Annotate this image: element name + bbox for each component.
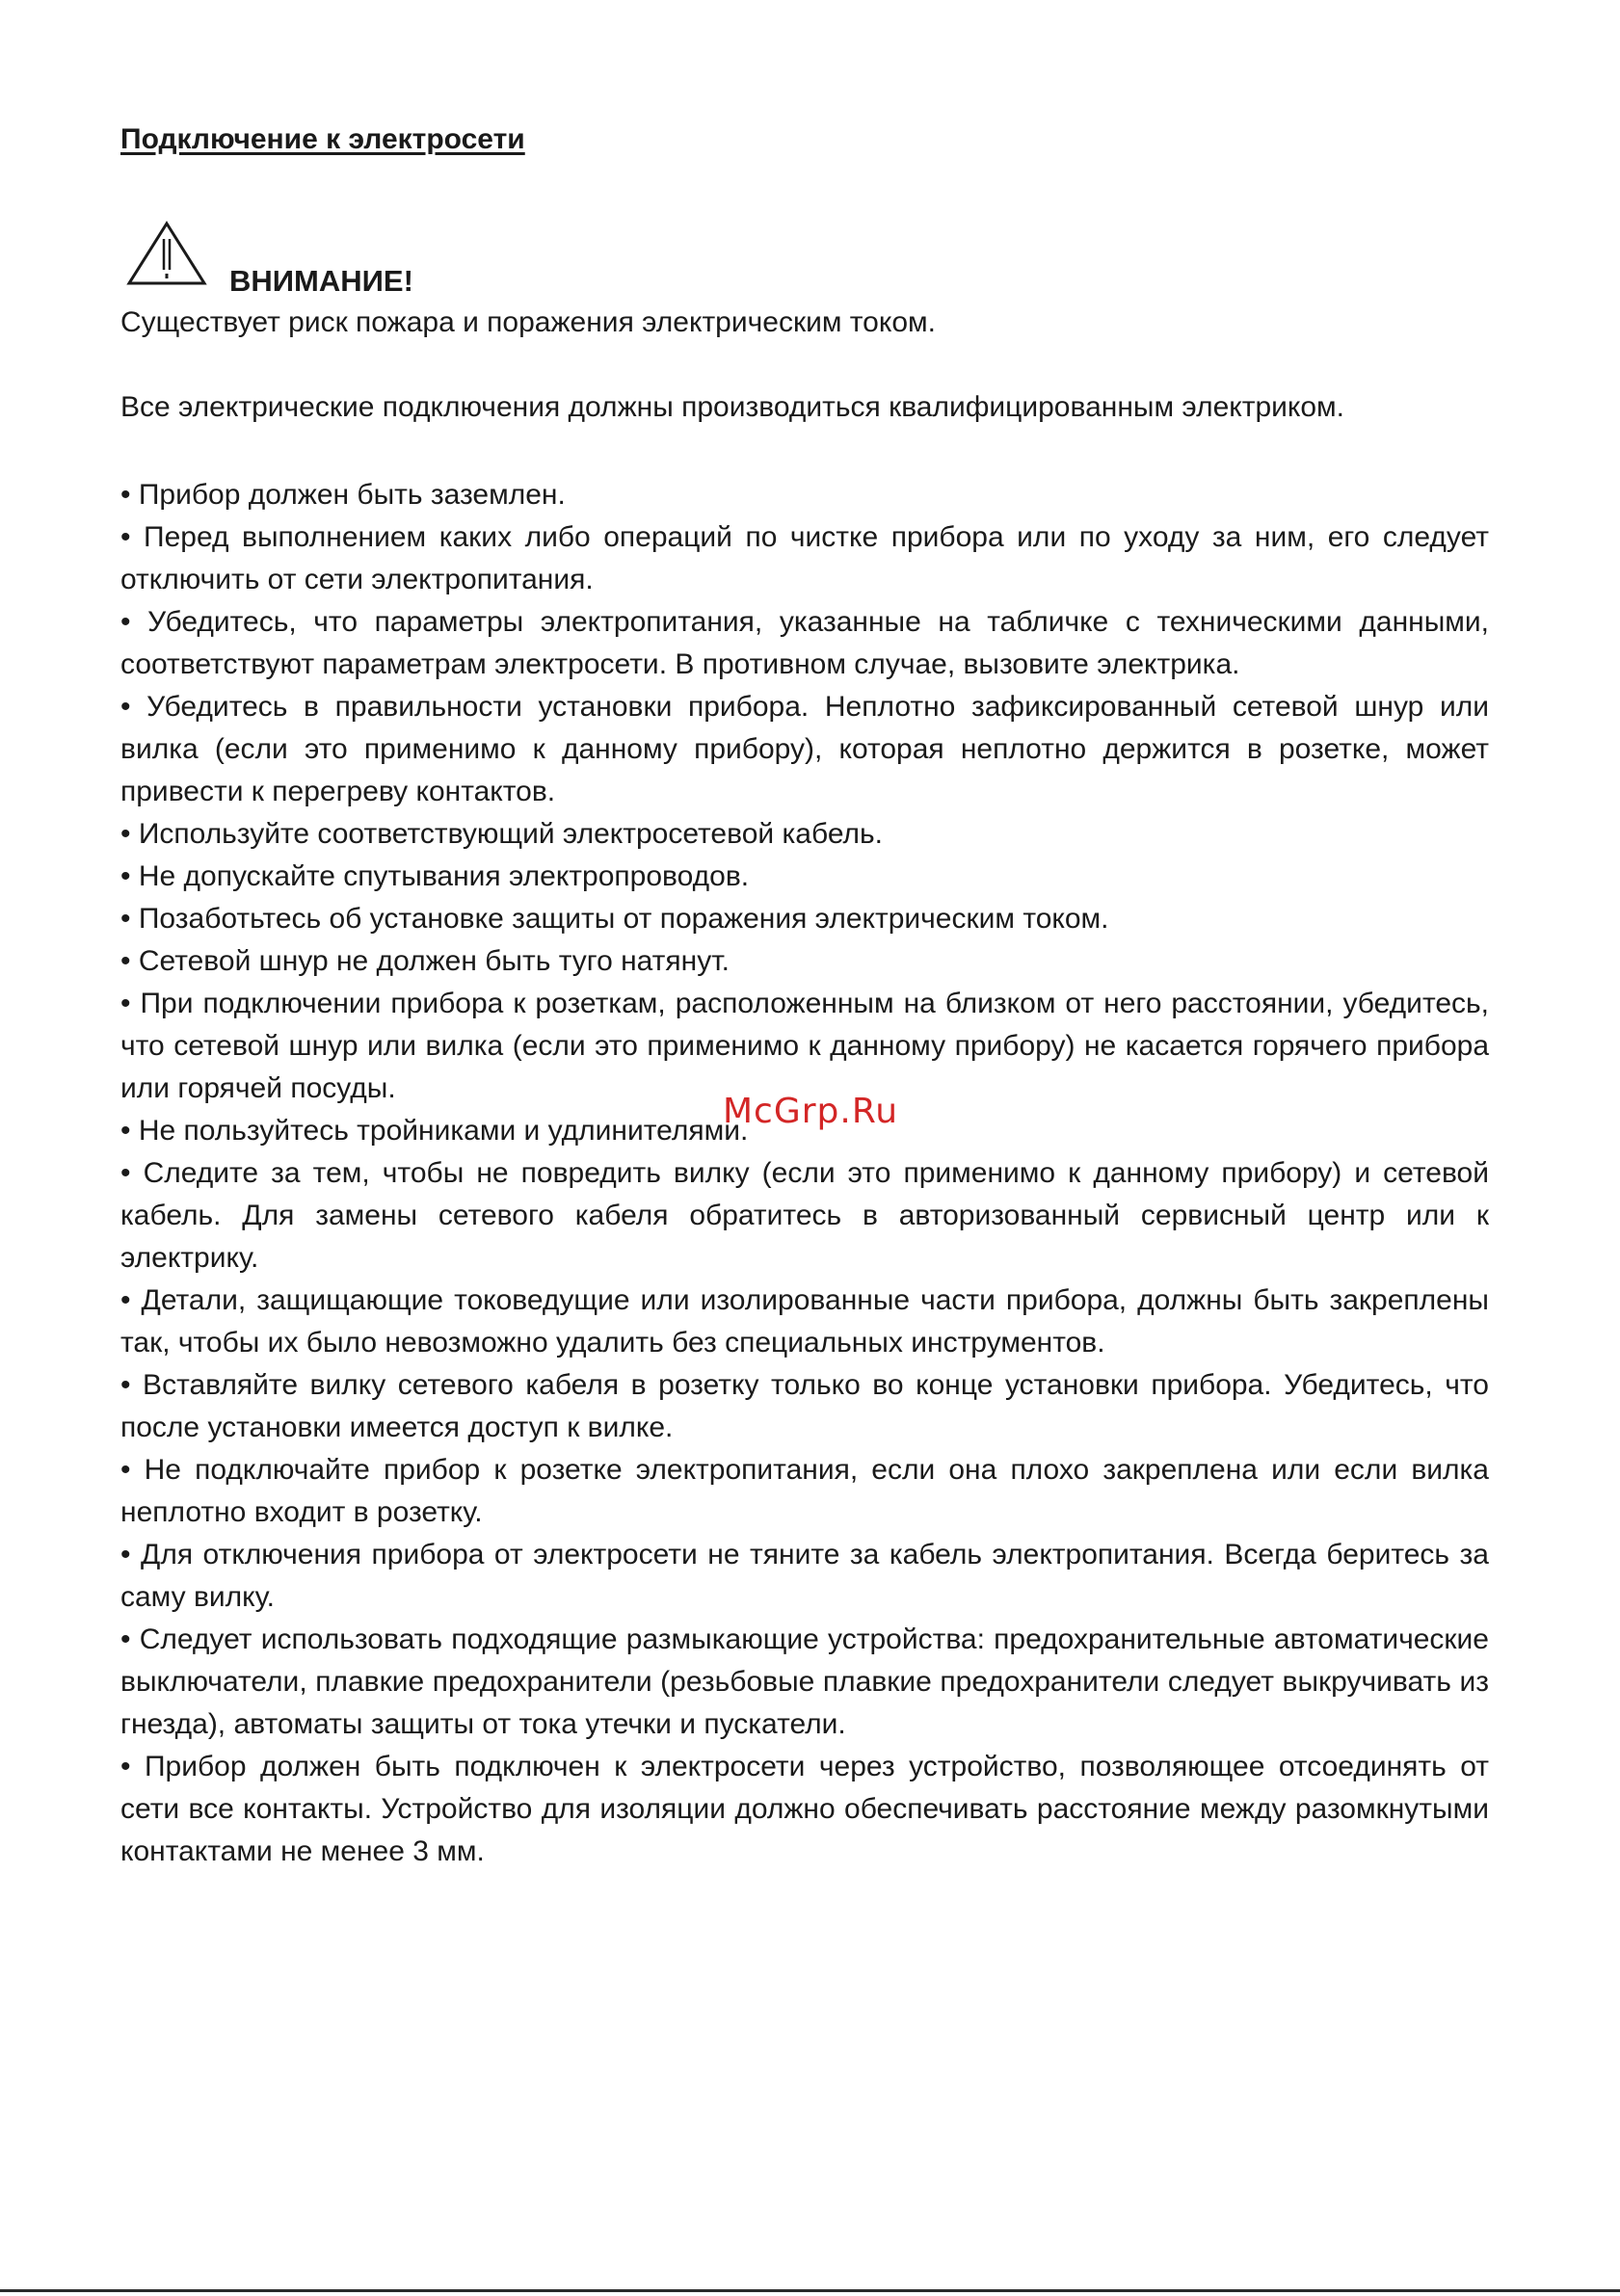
watermark: McGrp.Ru [723, 1092, 899, 1131]
list-item: • Не допускайте спутывания электропроводов. [120, 860, 750, 892]
page-bottom-edge [0, 2289, 1620, 2292]
warning-block [125, 220, 896, 297]
list-item: • Прибор должен быть подключен к электросети через устройство, позволяющее отсоединять от сети все контакты. Устройство для изоляции должно обеспечивать расстояние между разомкнутыми контактами не менее 3 мм. [120, 1751, 1489, 1867]
list-item: • Сетевой шнур не должен быть туго натянут. [120, 945, 730, 977]
safety-bullet-list [120, 474, 1489, 1873]
list-item: • Для отключения прибора от электросети не тяните за кабель электропитания. Всегда беритесь за саму вилку. [120, 1539, 1489, 1613]
section-title: Подключение к электросети [120, 123, 525, 155]
list-item: • Не пользуйтесь тройниками и удлинителями. [120, 1115, 749, 1147]
qualified-electrician-note: Все электрические подключения должны производиться квалифицированным электриком. [120, 391, 1345, 423]
list-item: • Перед выполнением каких либо операций по чистке прибора или по уходу за ним, его следует отключить от сети электропитания. [120, 521, 1489, 595]
list-item: • Детали, защищающие токоведущие или изолированные части прибора, должны быть закреплены так, чтобы их было невозможно удалить без специальных инструментов. [120, 1284, 1489, 1359]
list-item: • Убедитесь в правильности установки прибора. Неплотно зафиксированный сетевой шнур или вилка (если это применимо к данному прибору), которая неплотно держится в розетке, может привести к перегреву контактов. [120, 691, 1489, 807]
list-item: • Прибор должен быть заземлен. [120, 479, 566, 511]
list-item: • Вставляйте вилку сетевого кабеля в розетку только во конце установки прибора. Убедитесь, что после установки имеется доступ к вилке. [120, 1369, 1489, 1443]
list-item: • При подключении прибора к розеткам, расположенным на близком от него расстоянии, убедитесь, что сетевой шнур или вилка (если это применимо к данному прибору) не касается горячего прибора или горячей посуды. [120, 988, 1489, 1104]
list-item: • Убедитесь, что параметры электропитания, указанные на табличке с техническими данными, соответствуют параметрам электросети. В противном случае, вызовите электрика. [120, 606, 1489, 680]
list-item: • Следите за тем, чтобы не повредить вилку (если это применимо к данному прибору) и сетевой кабель. Для замены сетевого кабеля обратитесь в авторизованный сервисный центр или к электрику. [120, 1157, 1489, 1274]
list-item: • Следует использовать подходящие размыкающие устройства: предохранительные автоматические выключатели, плавкие предохранители (резьбовые плавкие предохранители следует выкручивать из гнезда), автоматы защиты от тока утечки и пускатели. [120, 1623, 1489, 1740]
list-item: • Используйте соответствующий электросетевой кабель. [120, 818, 883, 850]
risk-text: Существует риск пожара и поражения электрическим током. [120, 306, 936, 338]
warning-triangle-icon [125, 220, 208, 287]
list-item: • Позаботьтесь об установке защиты от поражения электрическим током. [120, 903, 1109, 935]
warning-title: ВНИМАНИЕ! [229, 264, 413, 298]
list-item: • Не подключайте прибор к розетке электропитания, если она плохо закреплена или если вилка неплотно входит в розетку. [120, 1454, 1489, 1528]
